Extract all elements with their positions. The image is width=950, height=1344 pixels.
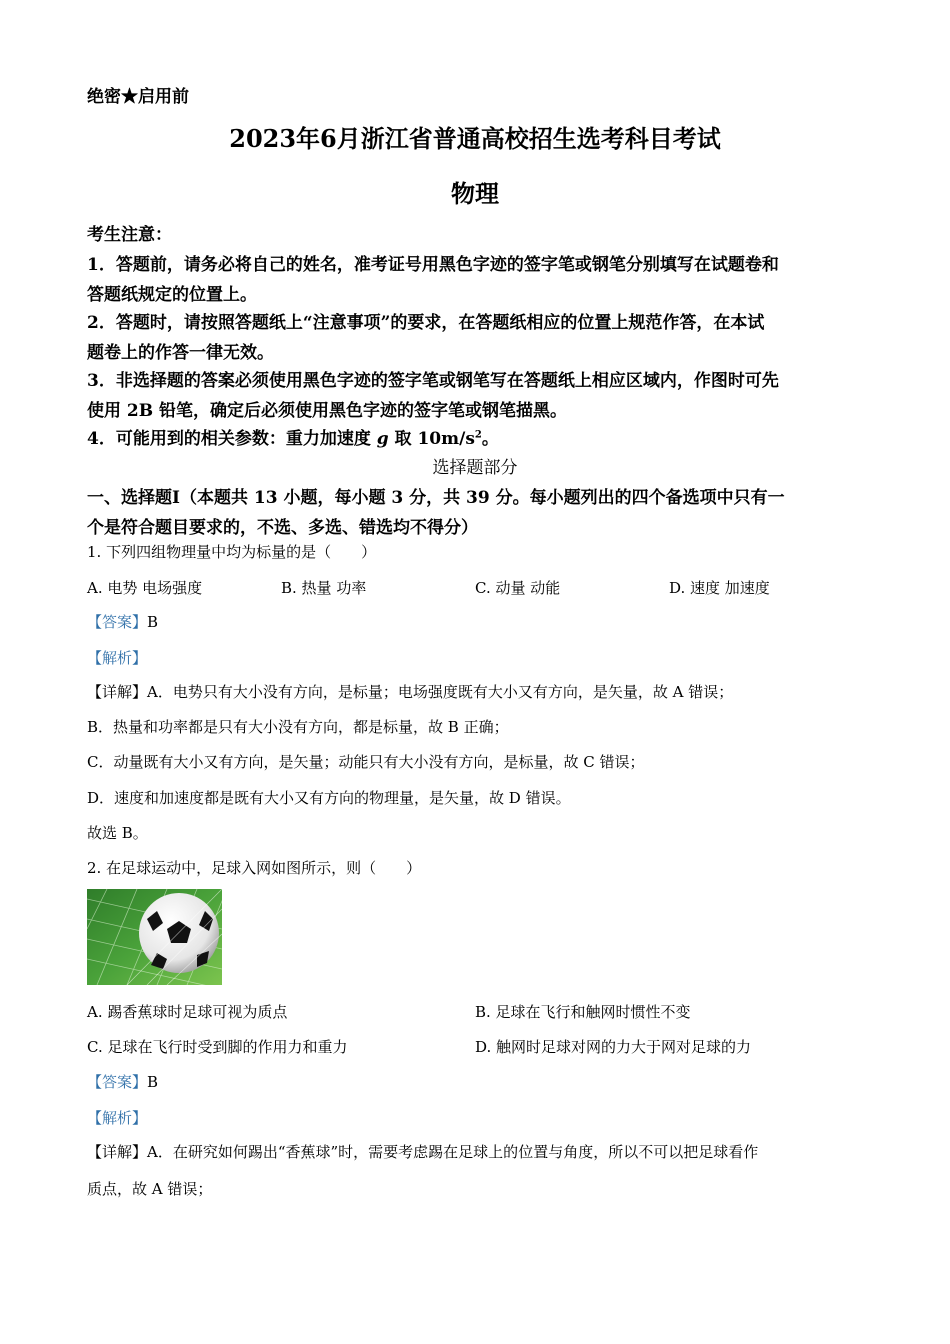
q1-answer xyxy=(87,611,158,632)
confidential-label: 绝密★启用前 xyxy=(87,87,189,107)
q2-answer xyxy=(87,1071,158,1092)
notice-line: 使用 2B 铅笔，确定后必须使用黑色字迹的签字笔或钢笔描黑。 xyxy=(87,401,568,421)
q2-option-c: C. 足球在飞行时受到脚的作用力和重力 xyxy=(87,1038,348,1056)
section-title: 选择题部分 xyxy=(432,458,518,478)
exponent: 2 xyxy=(474,429,482,441)
q1-option-d: D. 速度 加速度 xyxy=(669,579,770,597)
exam-title: 2023年6月浙江省普通高校招生选考科目考试 xyxy=(229,124,721,153)
notice-line-4-mid: 取 10m/s xyxy=(388,429,475,449)
part-instructions: 一、选择题Ⅰ（本题共 13 小题，每小题 3 分，共 39 分。每小题列出的四个备选项中只有一 xyxy=(87,488,785,508)
soccer-ball-icon xyxy=(87,889,222,985)
q1-conclusion: 故选 B。 xyxy=(87,824,148,842)
notice-line: 3．非选择题的答案必须使用黑色字迹的签字笔或钢笔写在答题纸上相应区域内，作图时可先 xyxy=(87,371,779,391)
q2-option-d: D. 触网时足球对网的力大于网对足球的力 xyxy=(475,1038,752,1056)
notice-heading: 考生注意： xyxy=(87,225,172,245)
q1-option-c: C. 动量 动能 xyxy=(475,579,561,597)
subject-title: 物理 xyxy=(451,179,499,208)
q1-detail-line xyxy=(87,681,733,702)
q2-option-b: B. 足球在飞行和触网时惯性不变 xyxy=(475,1003,691,1021)
notice-line-4-end: 。 xyxy=(481,429,499,449)
question-1-stem: 1. 下列四组物理量中均为标量的是（ ） xyxy=(87,543,377,561)
notice-line: 题卷上的作答一律无效。 xyxy=(87,343,274,363)
q1-detail-line: B．热量和功率都是只有大小没有方向，都是标量，故 B 正确； xyxy=(87,718,509,736)
q1-option-a: A. 电势 电场强度 xyxy=(87,579,203,597)
answer-value: B xyxy=(147,1073,159,1091)
detail-text: A．电势只有大小没有方向，是标量；电场强度既有大小又有方向，是矢量，故 A 错误； xyxy=(147,683,734,701)
notice-line-4 xyxy=(87,424,499,449)
soccer-ball-net-photo xyxy=(87,889,222,985)
q1-analysis-tag: 【解析】 xyxy=(87,649,148,667)
question-2-stem: 2. 在足球运动中，足球入网如图所示，则（ ） xyxy=(87,859,422,877)
notice-line: 1．答题前，请务必将自己的姓名，准考证号用黑色字迹的签字笔或钢笔分别填写在试题卷和 xyxy=(87,255,779,275)
q2-option-a: A. 踢香蕉球时足球可视为质点 xyxy=(87,1003,288,1021)
q2-detail-line xyxy=(87,1141,758,1162)
answer-tag: 【答案】 xyxy=(87,1073,148,1091)
notice-line: 答题纸规定的位置上。 xyxy=(87,285,257,305)
q1-detail-line: D．速度和加速度都是既有大小又有方向的物理量，是矢量，故 D 错误。 xyxy=(87,789,571,807)
detail-tag: 【详解】 xyxy=(87,1143,148,1161)
q1-detail-line: C．动量既有大小又有方向，是矢量；动能只有大小没有方向，是标量，故 C 错误； xyxy=(87,753,645,771)
detail-tag: 【详解】 xyxy=(87,683,148,701)
notice-line-4-prefix: 4．可能用到的相关参数：重力加速度 xyxy=(87,429,377,449)
notice-line: 2．答题时，请按照答题纸上“注意事项”的要求，在答题纸相应的位置上规范作答，在本试 xyxy=(87,313,765,333)
gravity-symbol: g xyxy=(376,429,389,449)
q1-option-b: B. 热量 功率 xyxy=(281,579,367,597)
q2-detail-line: 质点，故 A 错误； xyxy=(87,1180,213,1198)
detail-text: A．在研究如何踢出“香蕉球”时，需要考虑踢在足球上的位置与角度，所以不可以把足球看作 xyxy=(147,1143,759,1161)
part-instructions: 个是符合题目要求的，不选、多选、错选均不得分） xyxy=(87,518,478,538)
answer-tag: 【答案】 xyxy=(87,613,148,631)
q2-analysis-tag: 【解析】 xyxy=(87,1109,148,1127)
answer-value: B xyxy=(147,613,159,631)
